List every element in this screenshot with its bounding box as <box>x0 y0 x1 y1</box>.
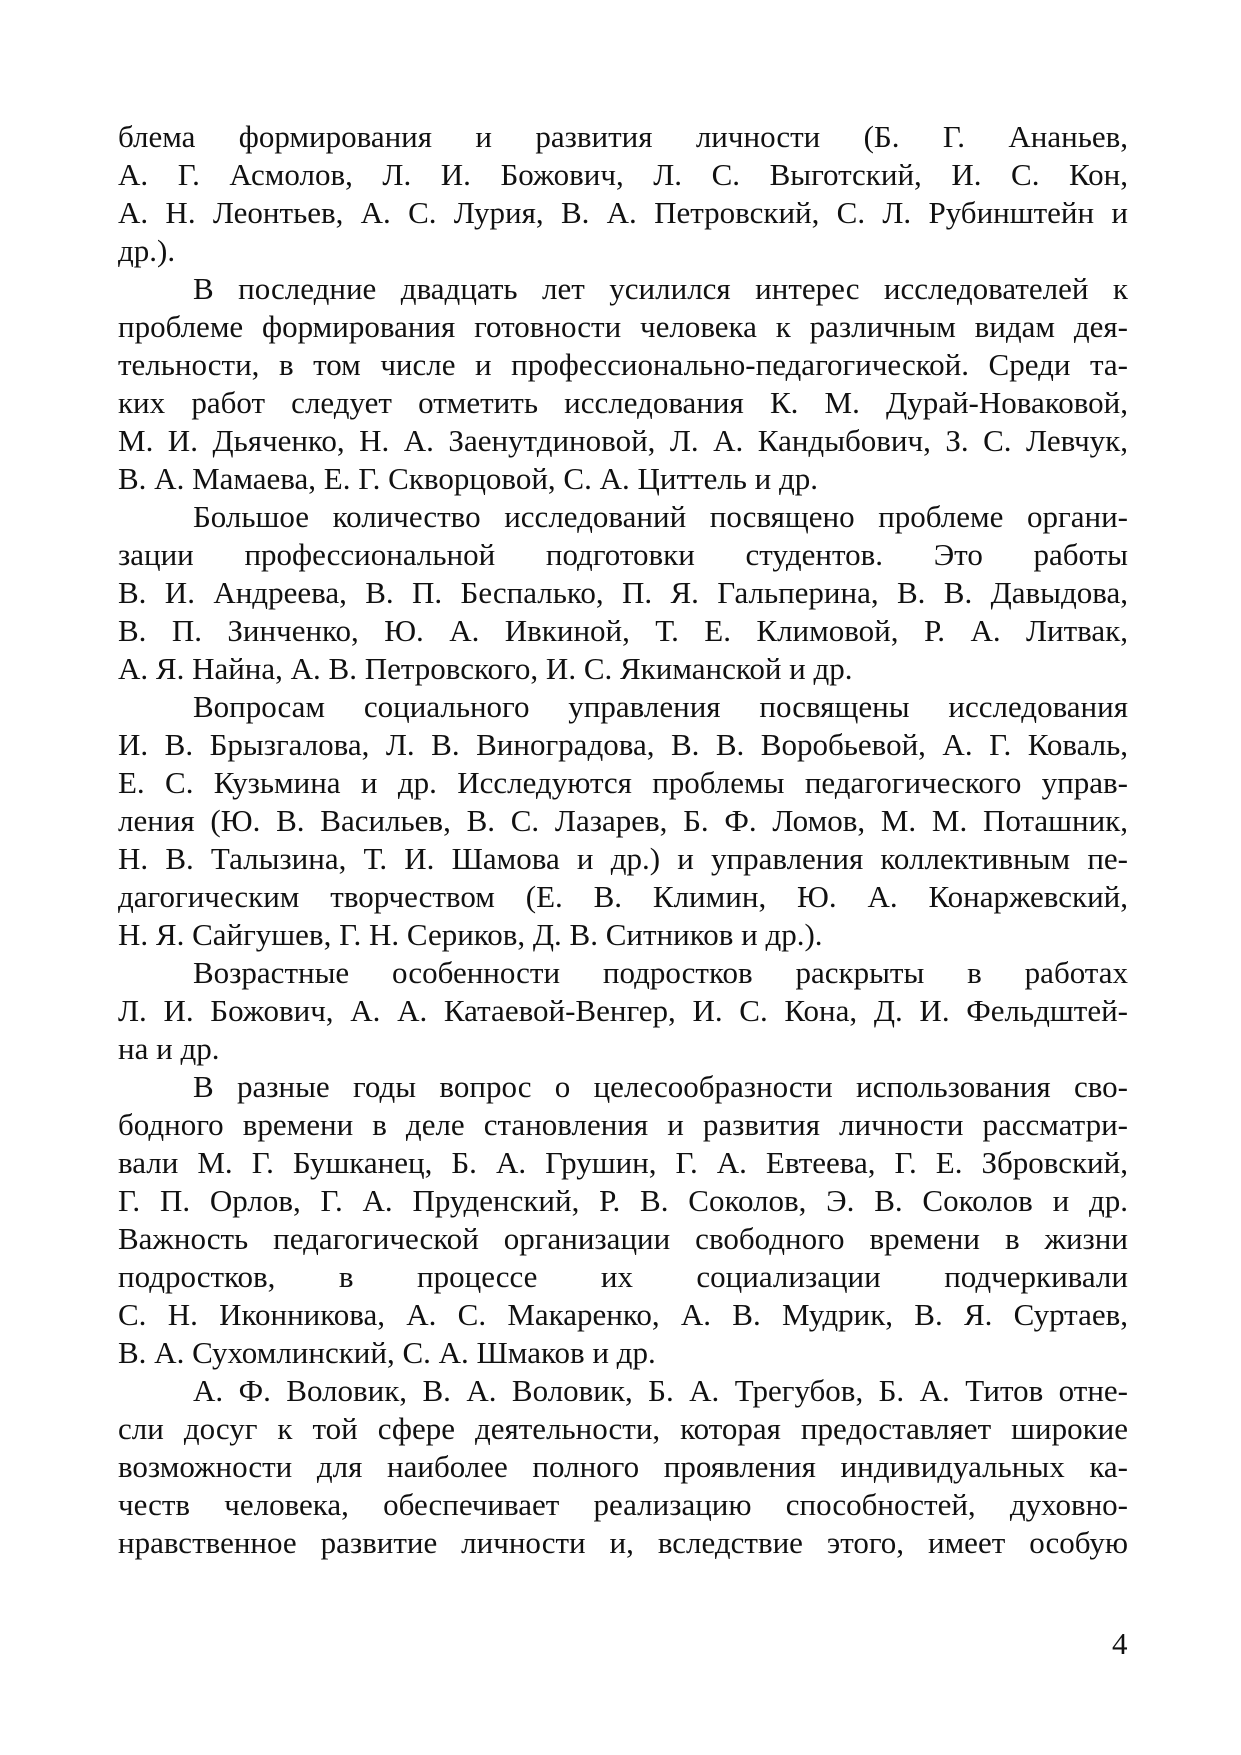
text-line: проблеме формирования готовности человека к различным видам дея- <box>118 309 1128 344</box>
text-line: В. И. Андреева, В. П. Беспалько, П. Я. Гальперина, В. В. Давыдова, <box>118 575 1128 610</box>
text-line: подростков, в процессе их социализации подчеркивали <box>118 1259 1128 1294</box>
text-line: Н. В. Талызина, Т. И. Шамова и др.) и управления коллективным пе- <box>118 841 1128 876</box>
text-line: честв человека, обеспечивает реализацию способностей, духовно- <box>118 1487 1128 1522</box>
page-number: 4 <box>1112 1626 1128 1661</box>
text-line: В. А. Мамаева, Е. Г. Скворцовой, С. А. Циттель и др. <box>118 461 819 496</box>
text-line: тельности, в том числе и профессионально-педагогической. Среди та- <box>118 347 1128 382</box>
text-line: блема формирования и развития личности (Б. Г. Ананьев, <box>118 119 1128 154</box>
text-line: Большое количество исследований посвящено проблеме органи- <box>193 499 1128 534</box>
text-line: дагогическим творчеством (Е. В. Климин, Ю. А. Конаржевский, <box>118 879 1128 914</box>
paragraph-5 <box>118 1068 1128 1372</box>
text-line: В разные годы вопрос о целесообразности использования сво- <box>193 1069 1128 1104</box>
text-line: ления (Ю. В. Васильев, В. С. Лазарев, Б. Ф. Ломов, М. М. Поташник, <box>118 803 1128 838</box>
text-line: Важность педагогической организации свободного времени в жизни <box>118 1221 1128 1256</box>
text-line: ких работ следует отметить исследования К. М. Дурай-Новаковой, <box>118 385 1128 420</box>
text-line: на и др. <box>118 1031 220 1066</box>
text-line: А. Я. Найна, А. В. Петровского, И. С. Якиманской и др. <box>118 651 853 686</box>
text-line: зации профессиональной подготовки студентов. Это работы <box>118 537 1128 572</box>
paragraph-2 <box>118 498 1128 688</box>
text-line: Л. И. Божович, А. А. Катаевой-Венгер, И. С. Кона, Д. И. Фельдштей- <box>118 993 1128 1028</box>
text-line: А. Г. Асмолов, Л. И. Божович, Л. С. Выготский, И. С. Кон, <box>118 157 1128 192</box>
document-page <box>118 118 1128 1562</box>
paragraph-6 <box>118 1372 1128 1562</box>
text-line: нравственное развитие личности и, вследствие этого, имеет особую <box>118 1525 1128 1560</box>
text-line: Возрастные особенности подростков раскрыты в работах <box>193 955 1128 990</box>
text-line: В последние двадцать лет усилился интерес исследователей к <box>193 271 1128 306</box>
paragraph-4 <box>118 954 1128 1068</box>
paragraph-3 <box>118 688 1128 954</box>
text-line: Н. Я. Сайгушев, Г. Н. Сериков, Д. В. Ситников и др.). <box>118 917 823 952</box>
text-line: В. А. Сухомлинский, С. А. Шмаков и др. <box>118 1335 656 1370</box>
text-line: возможности для наиболее полного проявления индивидуальных ка- <box>118 1449 1128 1484</box>
text-line: С. Н. Иконникова, А. С. Макаренко, А. В. Мудрик, В. Я. Суртаев, <box>118 1297 1128 1332</box>
paragraph-1 <box>118 270 1128 498</box>
text-line: Вопросам социального управления посвящены исследования <box>193 689 1128 724</box>
text-line: сли досуг к той сфере деятельности, которая предоставляет широкие <box>118 1411 1128 1446</box>
text-line: А. Ф. Воловик, В. А. Воловик, Б. А. Трегубов, Б. А. Титов отне- <box>193 1373 1128 1408</box>
text-line: вали М. Г. Бушканец, Б. А. Грушин, Г. А. Евтеева, Г. Е. Збровский, <box>118 1145 1128 1180</box>
paragraph-0 <box>118 118 1128 270</box>
text-line: М. И. Дьяченко, Н. А. Заенутдиновой, Л. А. Кандыбович, З. С. Левчук, <box>118 423 1128 458</box>
text-line: др.). <box>118 233 176 268</box>
text-line: Г. П. Орлов, Г. А. Пруденский, Р. В. Соколов, Э. В. Соколов и др. <box>118 1183 1128 1218</box>
text-line: бодного времени в деле становления и развития личности рассматри- <box>118 1107 1128 1142</box>
text-line: И. В. Брызгалова, Л. В. Виноградова, В. В. Воробьевой, А. Г. Коваль, <box>118 727 1128 762</box>
text-line: А. Н. Леонтьев, А. С. Лурия, В. А. Петровский, С. Л. Рубинштейн и <box>118 195 1128 230</box>
text-line: В. П. Зинченко, Ю. А. Ивкиной, Т. Е. Климовой, Р. А. Литвак, <box>118 613 1128 648</box>
text-line: Е. С. Кузьмина и др. Исследуются проблемы педагогического управ- <box>118 765 1128 800</box>
